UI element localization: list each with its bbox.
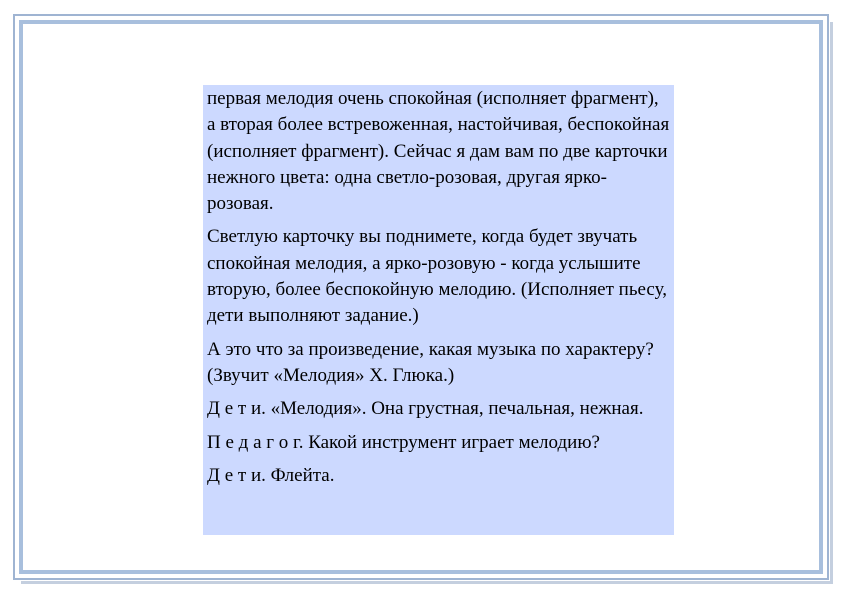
paragraph-children-answer-melody: Д е т и. «Мелодия». Она грустная, печальная, нежная. (207, 398, 644, 420)
paragraph-children-answer-flute: Д е т и. Флейта. (207, 464, 335, 486)
paragraph-melody-description: первая мелодия очень спокойная (исполняет фрагмент), а вторая более встревоженная, настойчивая, беспокойная (исполняет фрагмент). Сейчас я дам вам по две карточки нежного цвета: одна светло-розовая, другая ярко-розовая. (207, 88, 670, 215)
paragraph-question-gluck: А это что за произведение, какая музыка по характеру? (Звучит «Мелодия» X. Глюка.) (207, 338, 654, 386)
text-block (203, 85, 674, 535)
paragraph-card-instructions: Светлую карточку вы поднимете, когда будет звучать спокойная мелодия, а ярко-розовую - когда услышите вторую, более беспокойную мелодию. (Исполняет пьесу, дети выполняют задание.) (207, 226, 667, 327)
paragraph-teacher-question-instrument: П е д а г о г. Какой инструмент играет мелодию? (207, 431, 600, 453)
